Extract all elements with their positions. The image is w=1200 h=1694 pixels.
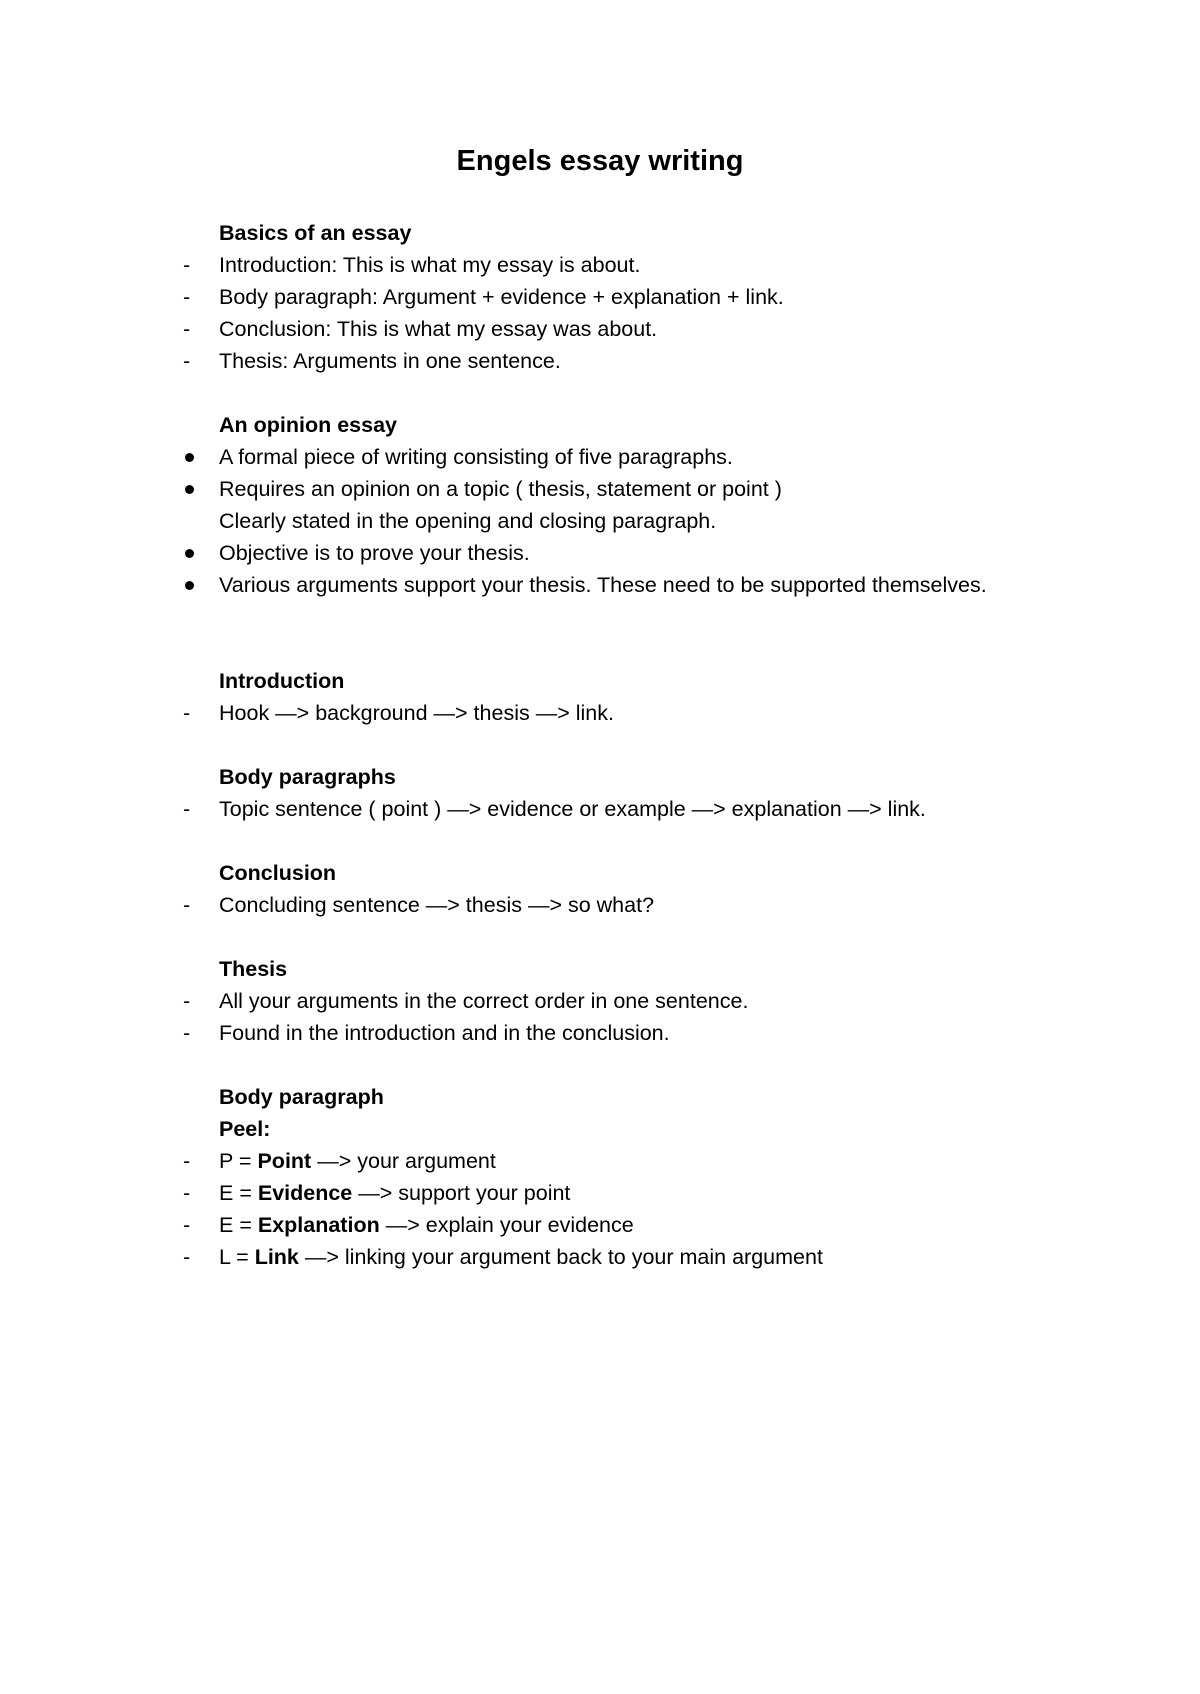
list-item [0,1145,1200,1177]
list-item [0,441,1200,473]
introduction-list [0,697,1200,729]
item-text: Topic sentence ( point ) —> evidence or example —> explanation —> link. [219,797,926,821]
peel-term: Point [257,1149,312,1173]
list-item [0,697,1200,729]
document-body [0,217,1200,1305]
opinion-list [0,441,1200,505]
list-item [0,569,1200,601]
peel-description: —> your argument [317,1149,496,1173]
body-paragraphs-list [0,793,1200,825]
bullet-icon [185,485,194,494]
item-text: Found in the introduction and in the conclusion. [219,1021,670,1045]
list-item [0,985,1200,1017]
peel-description: —> support your point [358,1181,571,1205]
list-item [0,793,1200,825]
item-text: Requires an opinion on a topic ( thesis, statement or point ) [219,477,782,501]
section-heading: Body paragraph [219,1085,384,1109]
page-title: Engels essay writing [456,145,744,177]
peel-list [0,1145,1200,1273]
list-item [0,345,1200,377]
dash-marker: - [183,1213,191,1237]
conclusion-list [0,889,1200,921]
section-subheading: Peel: [219,1117,271,1141]
list-item [0,473,1200,505]
dash-marker: - [183,1149,191,1173]
dash-marker: - [183,1245,191,1269]
dash-marker: - [183,317,191,341]
peel-term: Explanation [257,1213,380,1237]
basics-list [0,249,1200,377]
dash-marker: - [183,1021,191,1045]
item-text: Introduction: This is what my essay is about. [219,253,641,277]
dash-marker: - [183,797,191,821]
peel-letter: E = [219,1181,252,1205]
bullet-icon [185,549,194,558]
peel-description: —> explain your evidence [385,1213,634,1237]
list-item [0,889,1200,921]
list-item [0,1241,1200,1273]
item-text: A formal piece of writing consisting of five paragraphs. [219,445,733,469]
section-opinion-essay [0,409,1200,601]
section-basics [0,217,1200,377]
item-text: Various arguments support your thesis. These need to be supported themselves. [219,573,987,597]
list-item [0,1209,1200,1241]
item-text: Body paragraph: Argument + evidence + explanation + link. [219,285,784,309]
bullet-icon [185,581,194,590]
item-text: Objective is to prove your thesis. [219,541,530,565]
continuation-text: Clearly stated in the opening and closing paragraph. [219,509,717,533]
list-item [0,313,1200,345]
list-item [0,537,1200,569]
item-text: Concluding sentence —> thesis —> so what? [219,893,655,917]
bullet-icon [185,453,194,462]
peel-term: Link [254,1245,299,1269]
section-peel [0,1081,1200,1273]
item-text: Conclusion: This is what my essay was about. [219,317,658,341]
section-thesis [0,953,1200,1049]
list-item [0,1017,1200,1049]
list-item [0,1177,1200,1209]
opinion-list-continued [0,537,1200,601]
dash-marker: - [183,1181,191,1205]
section-heading: Body paragraphs [219,765,396,789]
dash-marker: - [183,253,191,277]
list-item [0,281,1200,313]
section-conclusion [0,857,1200,921]
dash-marker: - [183,285,191,309]
dash-marker: - [183,349,191,373]
section-introduction [0,665,1200,729]
peel-letter: E = [219,1213,252,1237]
peel-description: —> linking your argument back to your main argument [304,1245,823,1269]
thesis-list [0,985,1200,1049]
section-heading: An opinion essay [219,413,398,437]
list-item [0,249,1200,281]
section-body-paragraphs [0,761,1200,825]
item-text: All your arguments in the correct order in one sentence. [219,989,749,1013]
section-heading: Conclusion [219,861,337,885]
item-text: Thesis: Arguments in one sentence. [219,349,561,373]
section-heading: Thesis [219,957,288,981]
dash-marker: - [183,701,191,725]
peel-term: Evidence [257,1181,353,1205]
section-heading: Introduction [219,669,345,693]
dash-marker: - [183,989,191,1013]
peel-letter: L = [219,1245,249,1269]
section-heading: Basics of an essay [219,221,412,245]
dash-marker: - [183,893,191,917]
item-text: Hook —> background —> thesis —> link. [219,701,614,725]
peel-letter: P = [219,1149,252,1173]
